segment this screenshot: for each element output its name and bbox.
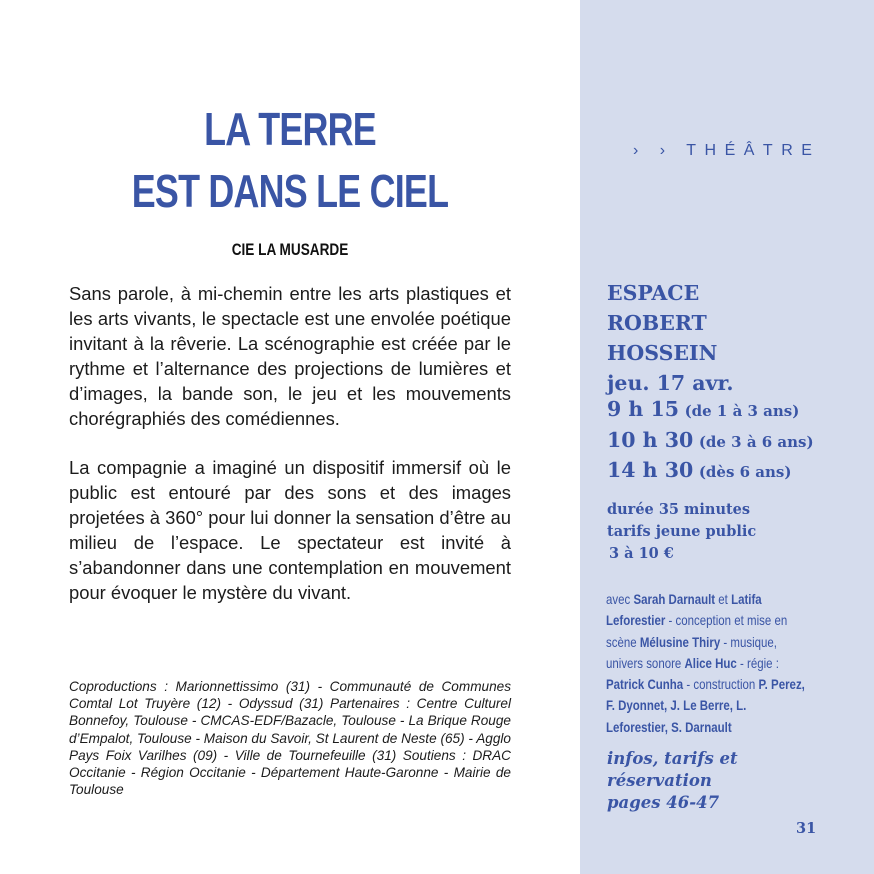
cast-name: Latifa Leforestier: [606, 591, 762, 629]
cast-text: et: [715, 591, 732, 607]
showtime-row: [607, 397, 799, 421]
show-title-line-2: EST DANS LE CIEL: [131, 165, 449, 217]
more-info-line: réservation: [607, 771, 712, 790]
venue-line: ROBERT: [607, 311, 707, 335]
cast-text: - régie :: [736, 654, 779, 671]
production-credits: Coproductions : Marionnettissimo (31) - Communauté de Communes Comtal Lot Truyère (12) - Odyssud (31) Partenaires : Centre Culturel Bonnefoy, Toulouse - CMCAS-EDF/Bazacle, Toulouse - La Brique Rouge d’Empalot, Toulouse - Maison du Savoir, St Laurent de Neste (65) - Agglo Pays Foix Varilhes (09) - Ville de Tournefeuille (31) Soutiens : DRAC Occitanie - Région Occitanie - Département Haute-Garonne - Mairie de Toulouse: [69, 679, 511, 798]
more-info-block: [607, 748, 738, 814]
venue-line: ESPACE: [607, 281, 700, 305]
cast-name: Mélusine Thiry: [639, 633, 721, 650]
showtime-time: 14 h 30: [607, 458, 694, 482]
duration-pricing-block: [607, 499, 756, 565]
showtime-age: (de 3 à 6 ans): [698, 433, 814, 451]
cast-text: avec: [606, 591, 634, 607]
show-title-line-1: LA TERRE: [204, 103, 376, 155]
showtime-time: 9 h 15: [607, 397, 679, 421]
showtime-row: [607, 428, 814, 452]
duration: durée 35 minutes: [607, 501, 751, 518]
showtime-row: [607, 458, 791, 482]
cast-text: - construction: [683, 676, 759, 693]
show-date: jeu. 17 avr.: [607, 371, 734, 395]
cast-name: Sarah Darnault: [633, 591, 716, 607]
description-paragraph-2: La compagnie a imaginé un dispositif immersif où le public est entouré par des sons et des images projetées à 360° pour lui donner la sensation d’être au milieu de l’espace. Le spectateur est invité à s’abandonner dans une contemplation en mouvement pour évoquer le mystère du vivant.: [69, 457, 511, 603]
more-info-line: pages 46-47: [607, 793, 720, 812]
cast-name: Patrick Cunha: [606, 676, 684, 693]
category-label: › › THÉÂTRE: [633, 142, 821, 159]
pricing-label: tarifs jeune public: [607, 523, 757, 540]
showtime-age: (de 1 à 3 ans): [684, 402, 800, 420]
venue-line: HOSSEIN: [607, 341, 718, 365]
cast-credits: [606, 589, 811, 738]
description-paragraph-1: Sans parole, à mi-chemin entre les arts plastiques et les arts vivants, le spectacle est une envolée poétique invitant à la rêverie. La scénographie est créée par le rythme et l’alternance des projections de lumières et d’images, la bande son, le jeu et les mouvements chorégraphiés des comédiennes.: [69, 283, 511, 429]
venue-block: [607, 278, 734, 398]
cast-name: P. Perez, F. Dyonnet, J. Le Berre, L. Leforestier, S. Darnault: [606, 676, 805, 735]
cast-text: - musique, univers sonore: [606, 633, 777, 671]
showtime-time: 10 h 30: [607, 428, 694, 452]
cast-name: Alice Huc: [684, 654, 737, 671]
more-info-line: infos, tarifs et: [607, 749, 738, 768]
page-number: 31: [796, 820, 817, 837]
company-name: CIE LA MUSARDE: [231, 240, 349, 259]
cast-text: - conception et mise en scène: [606, 612, 788, 650]
showtime-age: (dès 6 ans): [698, 463, 792, 481]
pricing-value: 3 à 10 €: [609, 545, 674, 562]
